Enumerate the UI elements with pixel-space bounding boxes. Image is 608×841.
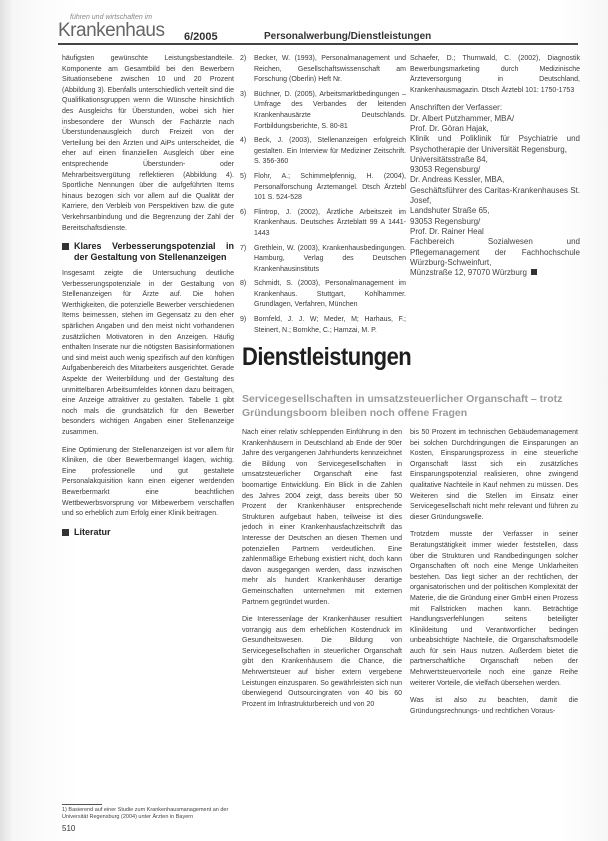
paragraph: Eine Optimierung der Stellenanzeigen ist vor allem für Kliniken, die über Bewerbermangel klagen, wichtig. Eine professionelle und gut gestaltete Personalakquisition kann einen eigener werdenden Bewerbermarkt eine beachtlichen Wettbewerbsvorsprung vor Mitbewerbern verschaffen und so erheblich zum Erfolg einer Klinik beitragen. [62,446,234,518]
footnote-text: 1) Basierend auf einer Studie zum Krankenhausmanagement an der Universität Regensburg (2004) unter Ärzten in Bayern [62,807,229,820]
subheading-text: Literatur [74,526,111,537]
address-line: Landshuter Straße 65, [410,206,490,216]
article-column-right [410,428,578,724]
reference-item [240,54,406,86]
reference-continuation: Schaefer, D.; Thurnwald, C. (2002), Diagnostik Bewerbungsmarketing durch Medizinische Ärzteversorgung in Deutschland, Krankenhausmagazin. Dtsch Ärztebl 101: 1750-1753 [410,55,580,94]
reference-item [240,136,406,168]
address-line: Universitätsstraße 84, [410,154,488,164]
reference-number: 4) [240,137,247,145]
reference-text: Flintrop, J. (2002), Ärztliche Arbeitszeit im Krankenhaus. Deutsches Ärzteblatt 99 A 1441-1443 [254,208,406,237]
address-line: Fachbereich Sozialwesen und Pflegemanagement der Fachhochschule Würzburg-Schweinfurt, [410,237,580,267]
paragraph: bis 50 Prozent im technischen Gebäudemanagement bei solchen Durchdringungen die Einsparungen an Kosten, Einsparungsprozess in eine steuerliche Organschaft lässt sich ein zusätzliches Einsparungspotenzial realisieren, ohne zwingend qualitative Nachteile in Kauf nehmen zu müssen. Des Weiteren sind die Stellen im Einsatz einer Servicegesellschaft nicht mehr relevant und führen zu dieser Gründungswelle. [410,429,578,521]
paragraph: häufigsten gewünschte Leistungsbestandteile. Komponente am Gesamtbild bei den Bewerbern Situationsebene zwischen 10 und 20 Prozent (Abbildung 3). Ebenfalls unterschiedlich verteilt sind die Qualifikationsgruppen wenn die Wünsche hinsichtlich des Ausgleichs für Überstunden, wobei sich hier insbesondere der Wunsch der Fachärzte nach Überstundenausgleich durch Freizeit von der Verteilung bei den Ärzten und AiPs unterscheidet, die eher auf einen finanziellen Ausgleich über eine entsprechende Überstunden- oder Mehrarbeitsvergütung reflektieren (Abbildung 4). Sportliche Nennungen über die aufgeführten Items hinaus bezogen sich vor allem auf die Qualität der Karriere, den Verbleib von Perspektiven bzw. die gute Verkehrsanbindung und die Begrenzung der Zahl der Bereitschaftsdienste. [62,55,234,232]
footnote [62,804,234,821]
reference-text: Grethlein, W. (2003), Krankenhausbedingungen. Hamburg, Verlag des Deutschen Krankenhausinstituts [254,244,406,273]
subheading-text: Klares Verbesserungspotenzial in der Gestaltung von Stellenanzeigen [74,241,234,263]
article-title: Servicegesellschaften in umsatzsteuerlicher Organschaft – trotz Gründungsboom bleiben noch offene Fragen [242,393,563,419]
page-number: 510 [62,824,76,833]
header-rule [58,43,578,45]
paragraph: Insgesamt zeigte die Untersuchung deutliche Verbesserungspotenziale in der Gestaltung von Stellenanzeigen für Ärzte auf. Die hohen Werthigkeiten, die potenzielle Bewerber verschiedenen Items beimessen, stehen im Gegensatz zu den eher spärlichen Angaben und den meist nicht vorhandenen zusätzlichen Motivatoren in den Anzeigen. Häufig enthalten Inserate nur die nötigsten Basisinformationen und sind meist auch wenig spezifisch auf den künftigen Aufgabenbereich des Mitarbeiters ausgerichtet. Gerade Aspekte der Weiterbildung und der Gestaltung des unmittelbaren Arbeitsumfeldes können dazu beitragen, eine Anzeige attraktiver zu gestalten. Tabelle 1 gibt noch mals die grundsätzlich für den Bewerber besonders wichtigen Angaben einer Stellenanzeige zusammen. [62,270,234,436]
address-line: Dr. Andreas Kessler, MBA, [410,175,505,185]
address-line-text: Münzstraße 12, 97070 Würzburg [410,268,527,278]
literature-heading [62,527,234,538]
issue-number: 6/2005 [184,31,218,43]
reference-number: 6) [240,208,247,216]
reference-item [240,244,406,276]
logo-tagline: führen und wirtschaften im [70,14,153,21]
reference-text: Beck, J. (2003), Stellenanzeigen erfolgreich gestalten. Ein Interview für Mediziner Zeitschrift. S. 356-360 [254,137,406,166]
reference-list [240,54,406,336]
reference-number: 2) [240,55,247,62]
section-heading: Dienstleistungen [242,342,412,371]
square-bullet-icon [62,529,69,536]
address-line: Prof. Dr. Göran Hajak, [410,123,489,133]
reference-text: Bornfeld, J. J. W; Meder, M; Harhaus, F.; Steinert, N.; Bornkhe, C.; Hamzai, M. P. [254,316,406,334]
end-of-article-icon [531,269,537,275]
reference-number: 7) [240,244,247,252]
address-line [410,268,580,278]
column-1 [62,54,234,544]
reference-item [240,315,406,336]
square-bullet-icon [62,243,69,250]
reference-item [240,279,406,311]
paragraph: Trotzdem musste der Verfasser in seiner Beratungstätigkeit immer wieder feststellen, dass über die Strukturen und Randbedingungen solcher Organschaften oft noch eine Menge Unklarheiten bestehen. Das liegt sicher an der rechtlichen, der organisatorischen und der politischen Komplexität der Materie, die die Gründung einer GmbH einen Prozess mit Fallstricken machen kann. Beträchtige Handlungsverfehlungen seitens beteiligter Klinikleitung und Verantwortlicher bedingen unbeabsichtigte Nachteile, die Organschaftsmodelle auch für sein Haus nutzen. Außerdem bietet die partnerschaftliche Organschaft neben der Mehrwertsteuervorteile noch eine ganze Reihe weiterer Vorteile, die vielfach übersehen werden. [410,531,578,687]
reference-number: 3) [240,90,247,98]
paragraph: Was ist also zu beachten, damit die Gründungsrechnungs- und rechtlichen Voraus- [410,697,578,715]
address-line: 93053 Regensburg/ [410,216,481,226]
reference-number: 9) [240,316,247,324]
subheading [62,241,234,263]
address-line: Geschäftsführer des Caritas-Krankenhauses St. Josef, [410,185,580,206]
journal-logo: Krankenhaus [58,20,165,41]
reference-number: 8) [240,280,247,288]
page-fold-shadow [0,0,14,841]
reference-text: Schmidt, S. (2003), Personalmanagement im Krankenhaus. Stuttgart, Kohlhammer. Grundlagen, Verfahren, München [254,280,406,309]
reference-text: Flohr, A.; Schimmelpfennig, H. (2004), Personalforschung Ärztemangel. Dtsch Ärztebl 101 S. 524-528 [254,172,406,202]
address-line: 93053 Regensburg/ [410,165,481,175]
paragraph: Nach einer relativ schleppenden Einführung in den Krankenhäusern in Deutschland ab Ende der 90er Jahre des vergangenen Jahrhunderts kennzeichnet die Bildung von Servicegesellschaften in umsatzsteuerlicher Organschaft eine fast boomartige Entwicklung. Ein Blick in die Zahlen des Jahres 2004 zeigt, dass bereits über 50 Prozent der Krankenhäuser entsprechende Strukturen aufgebaut haben, teilweise ist dies jedoch in einer Krankenhausfachzeitschrift das Interesse der Deutschen an diesen Themen und potenziellen Partnern verdeutlichen. Eine zahlenmäßige Erhebung existiert nicht, doch kann davon ausgegangen werden, dass inzwischen mehr als hundert Krankenhäuser derartige Gemeinschaften unternehmen mit externen Partnern gegründet wurden. [242,429,402,606]
footnote-rule [62,804,102,805]
section-title: Personalwerbung/Dienstleistungen [264,31,432,42]
paragraph: Die Interessenlage der Krankenhäuser resultiert vorrangig aus dem erheblichen Kostendruck im Gesundheitswesen. Die Bildung von Servicegesellschaften in steuerlicher Organschaft gibt den Krankenhäusern die Chance, die Mehrwertsteuer auf bisher extern vergebene Leistungen einzusparen. So gewährleisten sich nun überwiegend Outsourcingraten von 40 bis 60 Prozent im Infrastrukturbereich und von 20 [242,616,402,708]
article-column-left [242,428,402,717]
reference-item [240,90,406,132]
authors-label: Anschriften der Verfasser: [410,103,503,113]
column-3-addresses [410,54,580,278]
reference-item [240,208,406,240]
reference-text: Büchner, D. (2005), Arbeitsmarktbedingungen – Umfrage des Verbandes der leitenden Krankenhausärzte Deutschlands. Fortbildungsberichte, S. 80-81 [254,90,406,130]
author-addresses [410,103,580,278]
column-2-references [240,54,406,340]
reference-text: Becker, W. (1993), Personalmanagement und Reichen, Gesellschaftswissenschaft am Forschung (Oberlin) Heft Nr. [254,55,406,84]
address-line: Klinik und Poliklinik für Psychiatrie und Psychotherapie der Universität Regensburg, [410,134,580,154]
address-line: Prof. Dr. Rainer Heal [410,226,484,236]
address-line: Dr. Albert Putzhammer, MBA/ [410,113,515,123]
reference-number: 5) [240,172,247,180]
reference-item [240,172,406,204]
